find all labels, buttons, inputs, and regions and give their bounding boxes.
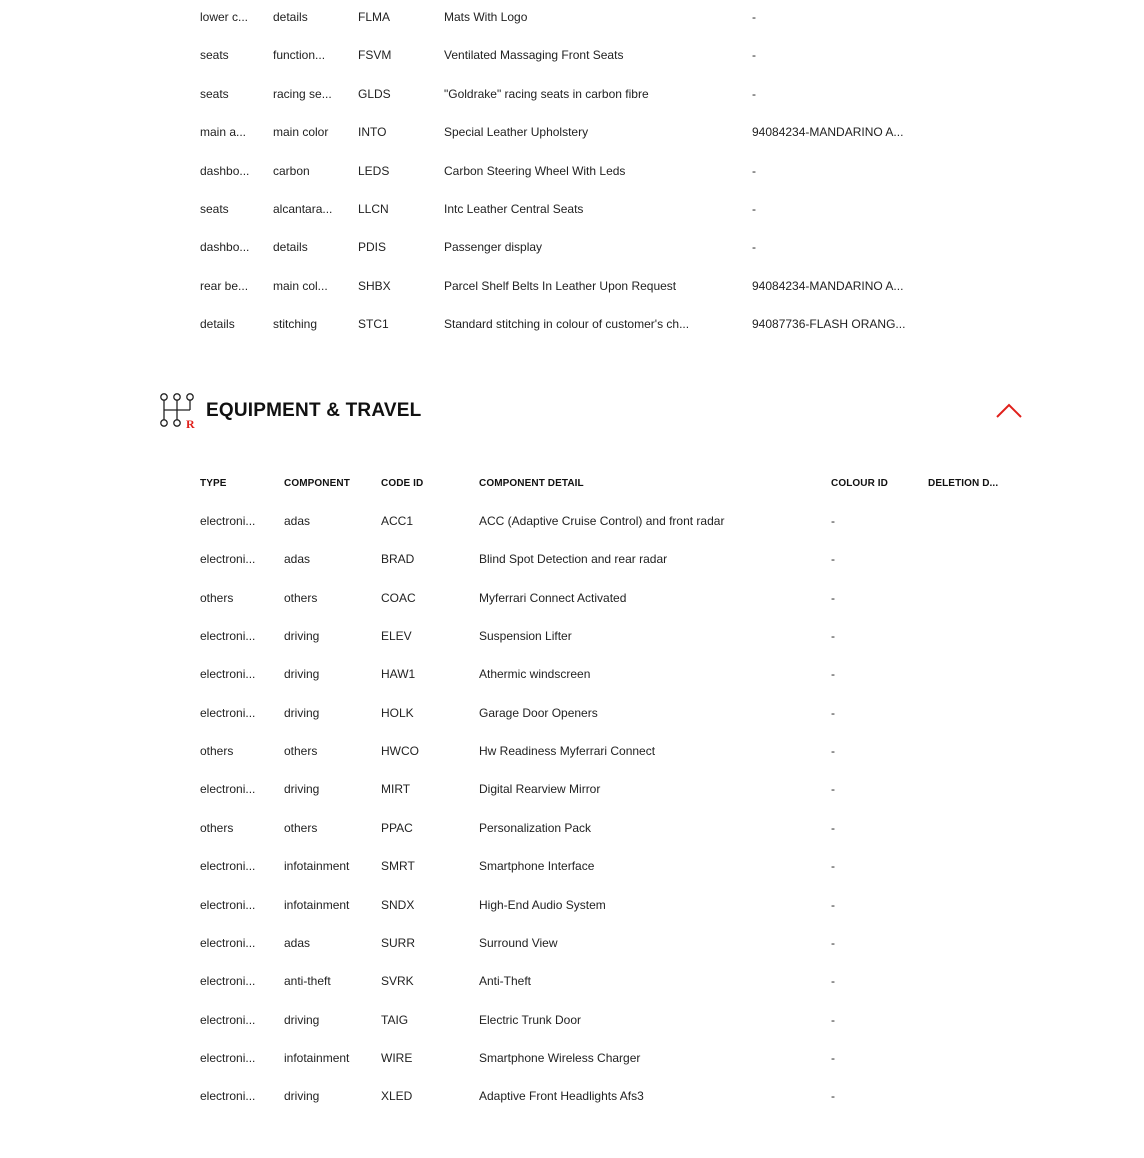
code-id-cell: INTO [358, 125, 387, 140]
component-detail-cell: Garage Door Openers [479, 705, 598, 720]
colour-id-cell: - [831, 552, 835, 567]
component-detail-cell: Smartphone Wireless Charger [479, 1050, 641, 1065]
component-cell: adas [284, 514, 311, 528]
colour-id-cell: 94087736-FLASH ORANG... [752, 317, 906, 332]
type-cell: electroni... [200, 1012, 256, 1027]
colour-id-cell: - [752, 48, 756, 63]
component-cell: driving [284, 705, 320, 720]
type-cell: rear be... [200, 278, 249, 293]
type-cell: electroni... [200, 1050, 256, 1065]
colour-id-cell: - [831, 974, 835, 989]
component-cell: infotainment [284, 897, 350, 912]
colour-id-cell: - [752, 86, 756, 101]
code-id-cell: ELEV [381, 629, 412, 644]
col-code-id: CODE ID [381, 478, 424, 489]
component-detail-cell: Athermic windscreen [479, 667, 591, 682]
component-detail-cell: ACC (Adaptive Cruise Control) and front radar [479, 514, 725, 528]
code-id-cell: COAC [381, 590, 416, 605]
component-cell: details [273, 10, 308, 24]
type-cell: seats [200, 48, 229, 63]
component-detail-cell: Passenger display [444, 240, 543, 255]
col-type: TYPE [200, 478, 227, 489]
colour-id-cell: - [831, 859, 835, 874]
type-cell: electroni... [200, 705, 256, 720]
type-cell: electroni... [200, 782, 256, 797]
component-cell: others [284, 820, 318, 835]
type-cell: dashbo... [200, 240, 250, 255]
component-cell: adas [284, 935, 311, 950]
component-cell: function... [273, 48, 326, 63]
component-detail-cell: Carbon Steering Wheel With Leds [444, 163, 626, 178]
component-cell: racing se... [273, 86, 332, 101]
colour-id-cell: - [831, 629, 835, 644]
component-cell: adas [284, 552, 311, 567]
component-detail-cell: Blind Spot Detection and rear radar [479, 552, 668, 567]
colour-id-cell: - [831, 935, 835, 950]
code-id-cell: PPAC [381, 820, 413, 835]
chevron-up-icon[interactable] [994, 398, 1024, 424]
type-cell: dashbo... [200, 163, 250, 178]
type-cell: electroni... [200, 935, 256, 950]
col-component-detail: COMPONENT DETAIL [479, 478, 584, 489]
component-cell: driving [284, 782, 320, 797]
colour-id-cell: 94084234-MANDARINO A... [752, 278, 904, 293]
code-id-cell: FSVM [358, 48, 392, 63]
colour-id-cell: - [752, 202, 756, 216]
code-id-cell: SVRK [381, 974, 414, 989]
code-id-cell: SURR [381, 935, 416, 950]
code-id-cell: LEDS [358, 163, 390, 178]
type-cell: lower c... [200, 10, 249, 24]
code-id-cell: HWCO [381, 744, 419, 759]
colour-id-cell: - [831, 514, 835, 528]
type-cell: main a... [200, 125, 247, 140]
code-id-cell: GLDS [358, 86, 391, 101]
code-id-cell: SMRT [381, 859, 415, 874]
colour-id-cell: - [831, 1050, 835, 1065]
component-cell: others [284, 590, 318, 605]
type-cell: electroni... [200, 1089, 256, 1104]
component-detail-cell: Electric Trunk Door [479, 1012, 582, 1027]
reverse-gear-label: R [186, 417, 195, 431]
colour-id-cell: - [831, 744, 835, 759]
colour-id-cell: - [831, 705, 835, 720]
col-colour-id: COLOUR ID [831, 478, 889, 489]
component-cell: stitching [273, 317, 318, 332]
code-id-cell: MIRT [381, 782, 411, 797]
component-detail-cell: Parcel Shelf Belts In Leather Upon Request [444, 278, 677, 293]
colour-id-cell: - [831, 1089, 835, 1104]
colour-id-cell: - [752, 240, 756, 255]
code-id-cell: TAIG [381, 1012, 409, 1027]
code-id-cell: XLED [381, 1089, 413, 1104]
colour-id-cell: - [831, 1012, 835, 1027]
type-cell: electroni... [200, 514, 256, 528]
code-id-cell: ACC1 [381, 514, 414, 528]
code-id-cell: SHBX [358, 278, 391, 293]
colour-id-cell: - [752, 163, 756, 178]
component-cell: carbon [273, 163, 310, 178]
colour-id-cell: - [831, 820, 835, 835]
component-cell: infotainment [284, 859, 350, 874]
code-id-cell: HAW1 [381, 667, 416, 682]
code-id-cell: SNDX [381, 897, 415, 912]
type-cell: electroni... [200, 859, 256, 874]
component-cell: details [273, 240, 308, 255]
component-detail-cell: Digital Rearview Mirror [479, 782, 601, 797]
type-cell: others [200, 590, 234, 605]
component-cell: driving [284, 629, 320, 644]
code-id-cell: FLMA [358, 10, 391, 24]
code-id-cell: WIRE [381, 1050, 413, 1065]
equipment-section-header[interactable] [158, 388, 1024, 434]
type-cell: seats [200, 202, 229, 216]
type-cell: details [200, 317, 235, 332]
component-detail-cell: High-End Audio System [479, 897, 606, 912]
component-cell: driving [284, 1089, 320, 1104]
code-id-cell: HOLK [381, 705, 414, 720]
component-cell: others [284, 744, 318, 759]
component-detail-cell: Surround View [479, 935, 558, 950]
section-title: EQUIPMENT & TRAVEL [206, 400, 422, 421]
component-cell: driving [284, 1012, 320, 1027]
component-cell: infotainment [284, 1050, 350, 1065]
component-cell: alcantara... [273, 202, 333, 216]
col-component: COMPONENT [284, 478, 350, 489]
colour-id-cell: - [831, 667, 835, 682]
type-cell: others [200, 744, 234, 759]
type-cell: electroni... [200, 974, 256, 989]
component-detail-cell: Standard stitching in colour of customer's ch... [444, 317, 690, 332]
code-id-cell: BRAD [381, 552, 415, 567]
type-cell: electroni... [200, 667, 256, 682]
component-detail-cell: Hw Readiness Myferrari Connect [479, 744, 656, 759]
component-detail-cell: "Goldrake" racing seats in carbon fibre [444, 86, 649, 101]
component-cell: main color [273, 125, 329, 140]
component-detail-cell: Adaptive Front Headlights Afs3 [479, 1089, 644, 1104]
type-cell: seats [200, 86, 229, 101]
component-detail-cell: Anti-Theft [479, 974, 532, 989]
colour-id-cell: 94084234-MANDARINO A... [752, 125, 904, 140]
colour-id-cell: - [831, 782, 835, 797]
gear-shift-icon [158, 391, 198, 431]
component-detail-cell: Myferrari Connect Activated [479, 590, 627, 605]
colour-id-cell: - [831, 897, 835, 912]
component-cell: anti-theft [284, 974, 331, 989]
colour-id-cell: - [752, 10, 756, 24]
code-id-cell: PDIS [358, 240, 387, 255]
code-id-cell: LLCN [358, 202, 389, 216]
component-detail-cell: Smartphone Interface [479, 859, 595, 874]
type-cell: electroni... [200, 897, 256, 912]
type-cell: others [200, 820, 234, 835]
component-detail-cell: Mats With Logo [444, 10, 528, 24]
type-cell: electroni... [200, 629, 256, 644]
type-cell: electroni... [200, 552, 256, 567]
component-detail-cell: Special Leather Upholstery [444, 125, 589, 140]
component-detail-cell: Ventilated Massaging Front Seats [444, 48, 624, 63]
component-cell: driving [284, 667, 320, 682]
component-detail-cell: Suspension Lifter [479, 629, 572, 644]
component-cell: main col... [273, 278, 328, 293]
component-detail-cell: Personalization Pack [479, 820, 592, 835]
code-id-cell: STC1 [358, 317, 389, 332]
component-detail-cell: Intc Leather Central Seats [444, 202, 584, 216]
col-deletion-date: DELETION D... [928, 478, 999, 489]
colour-id-cell: - [831, 590, 835, 605]
